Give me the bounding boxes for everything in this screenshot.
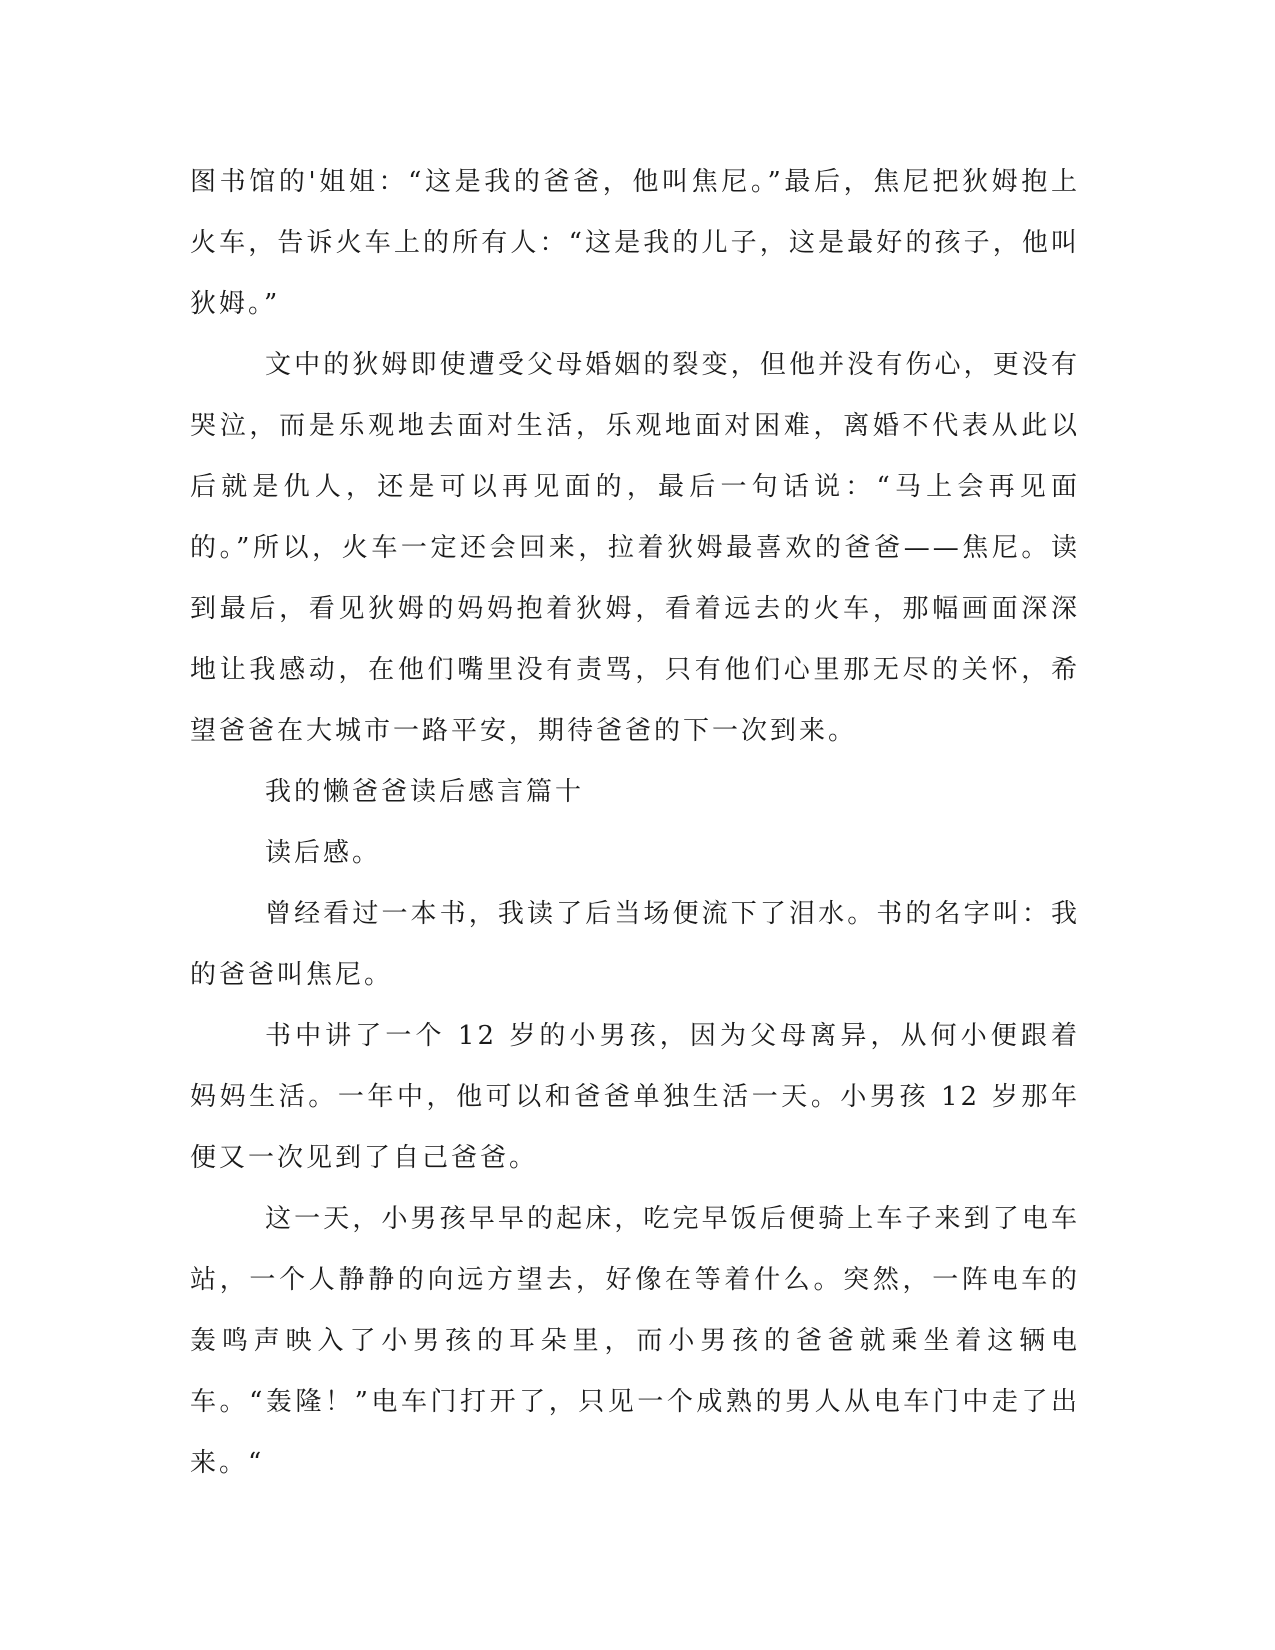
paragraph-1: 图书馆的'姐姐：“这是我的爸爸，他叫焦尼。”最后，焦尼把狄姆抱上火车，告诉火车上的所有人：“这是我的儿子，这是最好的孩子，他叫狄姆。”	[190, 167, 1080, 319]
paragraph-2: 文中的狄姆即使遭受父母婚姻的裂变，但他并没有伤心，更没有哭泣，而是乐观地去面对生活，乐观地面对困难，离婚不代表从此以后就是仇人，还是可以再见面的，最后一句话说：“马上会再见面的。”所以，火车一定还会回来，拉着狄姆最喜欢的爸爸——焦尼。读到最后，看见狄姆的妈妈抱着狄姆，看着远去的火车，那幅画面深深地让我感动，在他们嘴里没有责骂，只有他们心里那无尽的关怀，希望爸爸在大城市一路平安，期待爸爸的下一次到来。	[190, 350, 1080, 746]
paragraph-6: 书中讲了一个 12 岁的小男孩，因为父母离异，从何小便跟着妈妈生活。一年中，他可以和爸爸单独生活一天。小男孩 12 岁那年便又一次见到了自己爸爸。	[190, 1021, 1080, 1173]
section-subtitle: 读后感。	[265, 838, 382, 868]
section-title: 我的懒爸爸读后感言篇十	[265, 777, 585, 807]
paragraph-7: 这一天，小男孩早早的起床，吃完早饭后便骑上车子来到了电车站，一个人静静的向远方望去，好像在等着什么。突然，一阵电车的轰鸣声映入了小男孩的耳朵里，而小男孩的爸爸就乘坐着这辆电车。“轰隆！”电车门打开了，只见一个成熟的男人从电车门中走了出来。“	[190, 1204, 1080, 1478]
paragraph-5: 曾经看过一本书，我读了后当场便流下了泪水。书的名字叫：我的爸爸叫焦尼。	[190, 899, 1080, 990]
document-body	[190, 152, 1080, 1494]
